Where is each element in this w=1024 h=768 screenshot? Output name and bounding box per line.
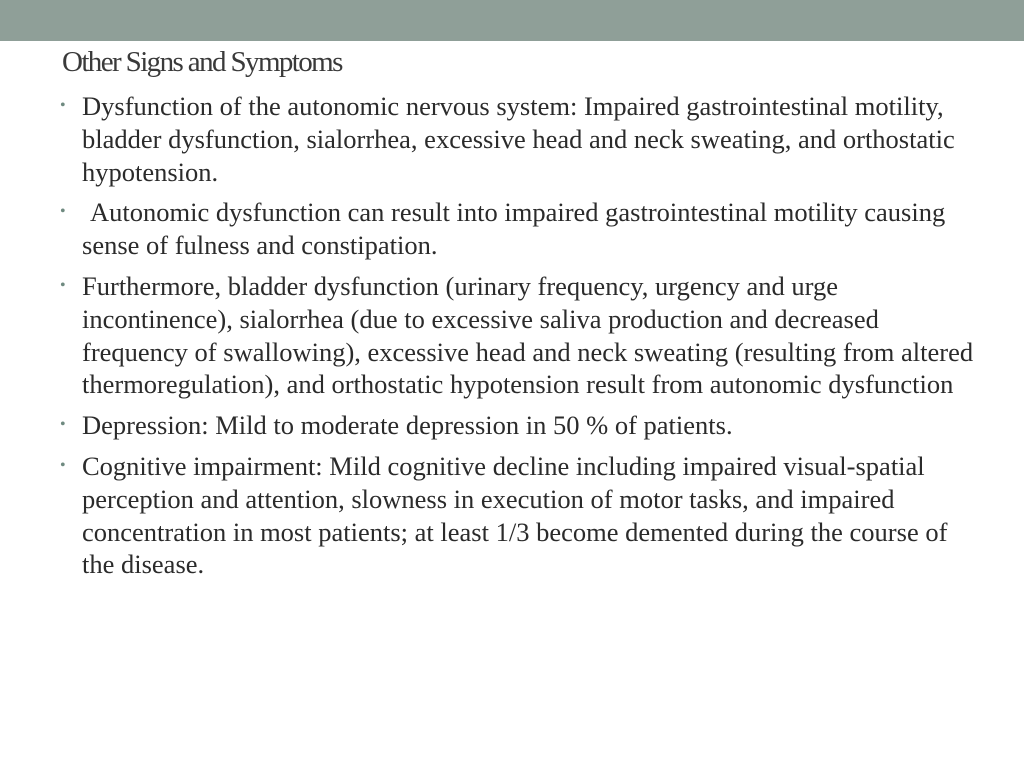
bullet-item	[60, 450, 980, 581]
bullet-marker: •	[60, 203, 66, 221]
bullet-item	[60, 409, 980, 442]
bullet-text: Autonomic dysfunction can result into impaired gastrointestinal motility causing sense of fulness and constipation.	[82, 197, 946, 261]
bullet-marker: •	[60, 416, 66, 434]
slide-title: Other Signs and Symptoms	[62, 46, 342, 78]
bullet-text: Cognitive impairment: Mild cognitive decline including impaired visual-spatial perception and attention, slowness in execution of motor tasks, and impaired concentration in most patients; at least 1/3 become demented during the course of the disease.	[82, 450, 948, 580]
bullet-marker: •	[60, 456, 66, 474]
bullet-item	[60, 90, 980, 188]
bullet-item	[60, 270, 980, 401]
bullet-marker: •	[60, 276, 66, 294]
bullet-text: Furthermore, bladder dysfunction (urinary frequency, urgency and urge incontinence), sialorrhea (due to excessive saliva production and decreased frequency of swallowing), excessive head and neck sweating (resulting from altered thermoregulation), and orthostatic hypotension result from autonomic dysfunction	[82, 270, 974, 400]
bullet-list	[60, 90, 980, 589]
bullet-item	[60, 196, 980, 262]
top-accent-band	[0, 0, 1024, 41]
bullet-text: Dysfunction of the autonomic nervous system: Impaired gastrointestinal motility, bladder dysfunction, sialorrhea, excessive head and neck sweating, and orthostatic hypotension.	[82, 91, 955, 187]
bullet-text: Depression: Mild to moderate depression in 50 % of patients.	[82, 410, 733, 441]
bullet-marker: •	[60, 97, 66, 114]
